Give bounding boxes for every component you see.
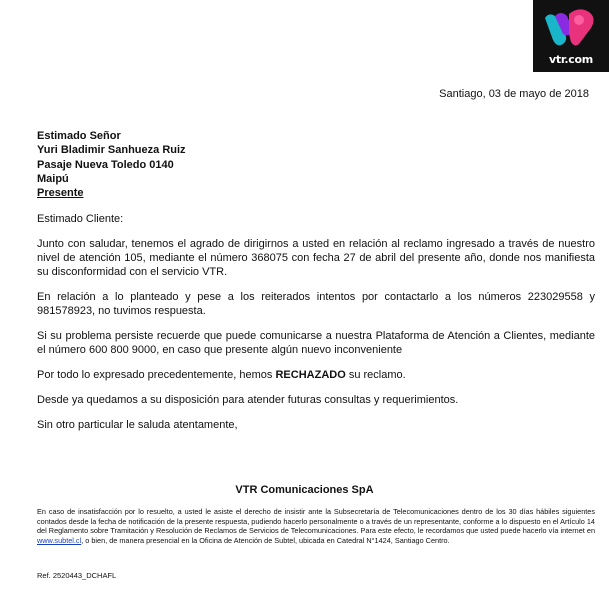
footnote-text-end: , o bien, de manera presencial en la Oficina de Atención de Subtel, ubicada en Catedral N°1424, Santiago Centro. [81,535,450,545]
vtr-logo [533,0,609,72]
recipient-address: Pasaje Nueva Toledo 0140 [37,158,174,171]
footnote [37,507,595,545]
recipient-city: Maipú [37,172,69,185]
paragraph-2: En relación a lo planteado y pese a los reiterados intentos por contactarlo a los números 223029558 y 981578923, no tuvimos respuesta. [37,291,595,317]
paragraph-4 [37,368,595,382]
reference-code: Ref. 2520443_DCHAFL [37,571,117,580]
closing: Sin otro particular le saluda atentamente, [37,419,238,431]
paragraph-4-before: Por todo lo expresado precedentemente, hemos [37,369,276,381]
letter-date: Santiago, 03 de mayo de 2018 [439,88,589,100]
greeting: Estimado Cliente: [37,213,124,225]
logo-text: vtr.com [549,53,593,66]
company-signature: VTR Comunicaciones SpA [235,484,374,496]
paragraph-4-after: su reclamo. [345,369,406,381]
footnote-text: En caso de insatisfacción por lo resuelto, a usted le asiste el derecho de insistir ante la Subsecretaría de Telecomunicaciones dentro de los 30 días hábiles siguientes contados desde la fecha de notificación de la presente respuesta, pudiendo hacerlo personalmente o a través de un representante, conforme a lo dispuesto en el Artículo 14 del Reglamento sobre Tramitación y Resolución de Reclamos de Servicios de Telecomunicaciones. Para este efecto, le recordamos que usted puede hacerlo vía internet en [37,507,595,536]
paragraph-1: Junto con saludar, tenemos el agrado de dirigirnos a usted en relación al reclamo ingresado a través de nuestro nivel de atención 105, mediante el número 368075 con fecha 27 de abril del presente año, donde nos manifiesta su disconformidad con el servicio VTR. [37,238,595,278]
letter-body [37,212,595,443]
recipient-presente: Presente [37,187,84,200]
recipient-block [37,129,186,200]
rejected-word: RECHAZADO [275,369,346,381]
paragraph-3: Si su problema persiste recuerde que puede comunicarse a nuestra Plataforma de Atención a Clientes, mediante el número 600 800 9000, en caso que presente algún nuevo inconveniente [37,330,595,356]
recipient-name: Yuri Bladimir Sanhueza Ruiz [37,144,186,157]
paragraph-5: Desde ya quedamos a su disposición para atender futuras consultas y requerimientos. [37,394,459,406]
vtr-logo-icon [539,4,603,54]
subtel-link[interactable]: www.subtel.cl [37,535,82,545]
recipient-salutation: Estimado Señor [37,130,121,142]
